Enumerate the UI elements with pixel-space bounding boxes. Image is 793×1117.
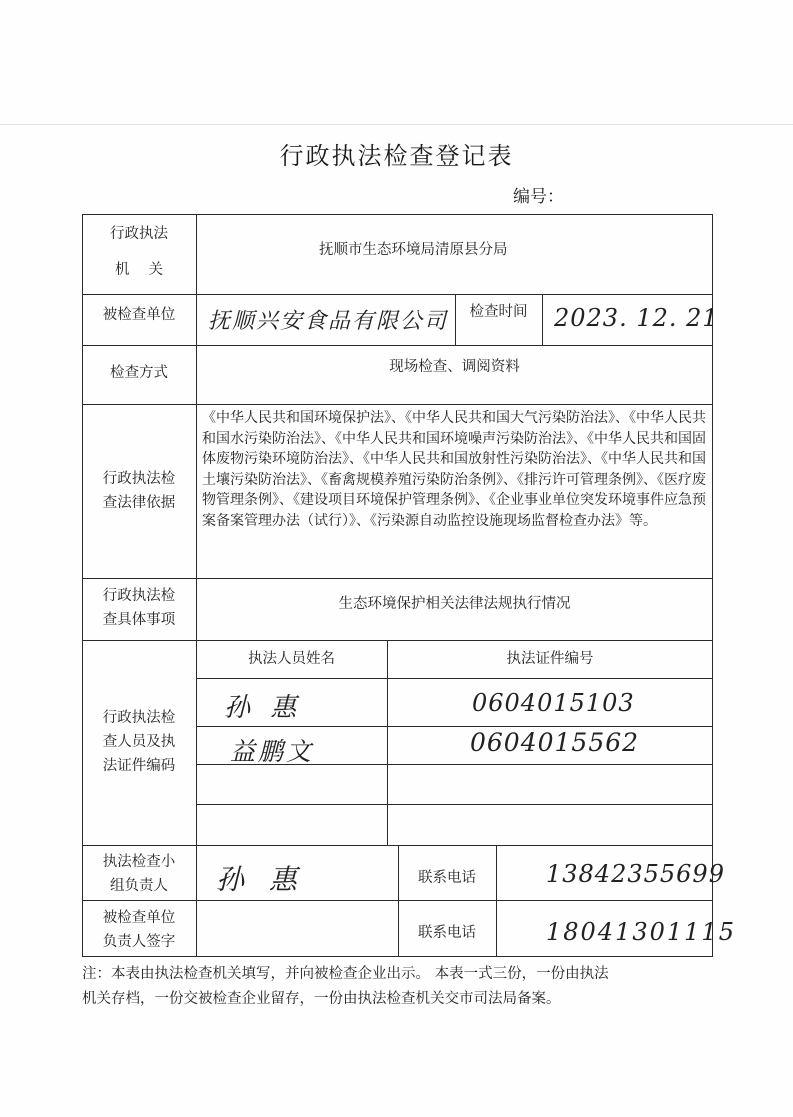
footnote-line1: 注：本表由执法检查机关填写，并向被检查企业出示。 本表一式三份，一份由执法 [82, 966, 609, 982]
personnel-label-line1: 行政执法检 [102, 710, 176, 726]
unit-signer-phone: 18041301115 [546, 918, 736, 946]
team-leader-signature: 孙 惠 [216, 863, 305, 896]
team-leader-phone-label: 联系电话 [418, 870, 476, 886]
legal-basis-label-line1: 行政执法检 [102, 471, 176, 487]
officer-name-header: 执法人员姓名 [248, 651, 335, 667]
officer-2-signature: 益鹏文 [230, 737, 315, 766]
inspection-method-label: 检查方式 [110, 365, 168, 381]
footnote [82, 962, 714, 1012]
matters-label-line2: 查具体事项 [102, 612, 176, 628]
legal-basis-text: 《中华人民共和国环境保护法》、《中华人民共和国大气污染防治法》、《中华人民共和国水污染防治法》、《中华人民共和国环境噪声污染防治法》、《中华人民共和国固体废物污染环境防治法》、《中华人民共和国放射性污染防治法》、《中华人民共和国土壤污染防治法》、《畜禽规模养殖污染防治条例》、《排污许可管理条例》、《医疗废物管理条例》、《建设项目环境保护管理条例》、《企业事业单位突发环境事件应急预案备案管理办法（试行）》、《污染源自动监控设施现场监督检查办法》等。 [202, 410, 706, 529]
team-leader-phone: 13842355699 [546, 860, 725, 888]
team-leader-label-line2: 组负责人 [110, 878, 168, 894]
officer-2-certificate: 0604015562 [470, 728, 640, 757]
footnote-line2: 机关存档，一份交被检查企业留存，一份由执法检查机关交市司法局备案。 [82, 991, 561, 1007]
officer-1-certificate: 0604015103 [472, 689, 635, 717]
officer-1-signature: 孙 惠 [224, 693, 303, 723]
agency-value: 抚顺市生态环境局清原县分局 [319, 242, 508, 258]
inspection-time-label: 检查时间 [469, 304, 528, 320]
legal-basis-label-line2: 查法律依据 [102, 495, 176, 511]
inspection-form-table [82, 214, 736, 956]
personnel-label-line2: 查人员及执 [102, 734, 176, 750]
agency-label-line1: 行政执法 [110, 226, 168, 242]
team-leader-label-line1: 执法检查小 [102, 854, 176, 870]
matters-value: 生态环境保护相关法律法规执行情况 [338, 596, 571, 612]
unit-signer-phone-label: 联系电话 [418, 925, 476, 941]
personnel-label-line3: 法证件编码 [102, 758, 176, 774]
matters-label-line1: 行政执法检 [102, 588, 176, 604]
certificate-number-header: 执法证件编号 [506, 651, 594, 667]
inspection-method-value: 现场检查、调阅资料 [389, 359, 520, 375]
unit-signer-label-line2: 负责人签字 [102, 934, 176, 950]
agency-label-line2: 机 关 [114, 262, 164, 278]
document-title: 行政执法检查登记表 [279, 142, 514, 170]
scan-edge-line [0, 124, 793, 125]
inspection-time-handwritten: 2023. 12. 21 [554, 304, 719, 332]
unit-signer-label-line1: 被检查单位 [102, 910, 176, 926]
serial-number-label: 编号： [513, 187, 564, 207]
inspected-unit-handwritten: 抚顺兴安食品有限公司 [208, 309, 449, 334]
inspected-unit-label: 被检查单位 [102, 307, 176, 323]
